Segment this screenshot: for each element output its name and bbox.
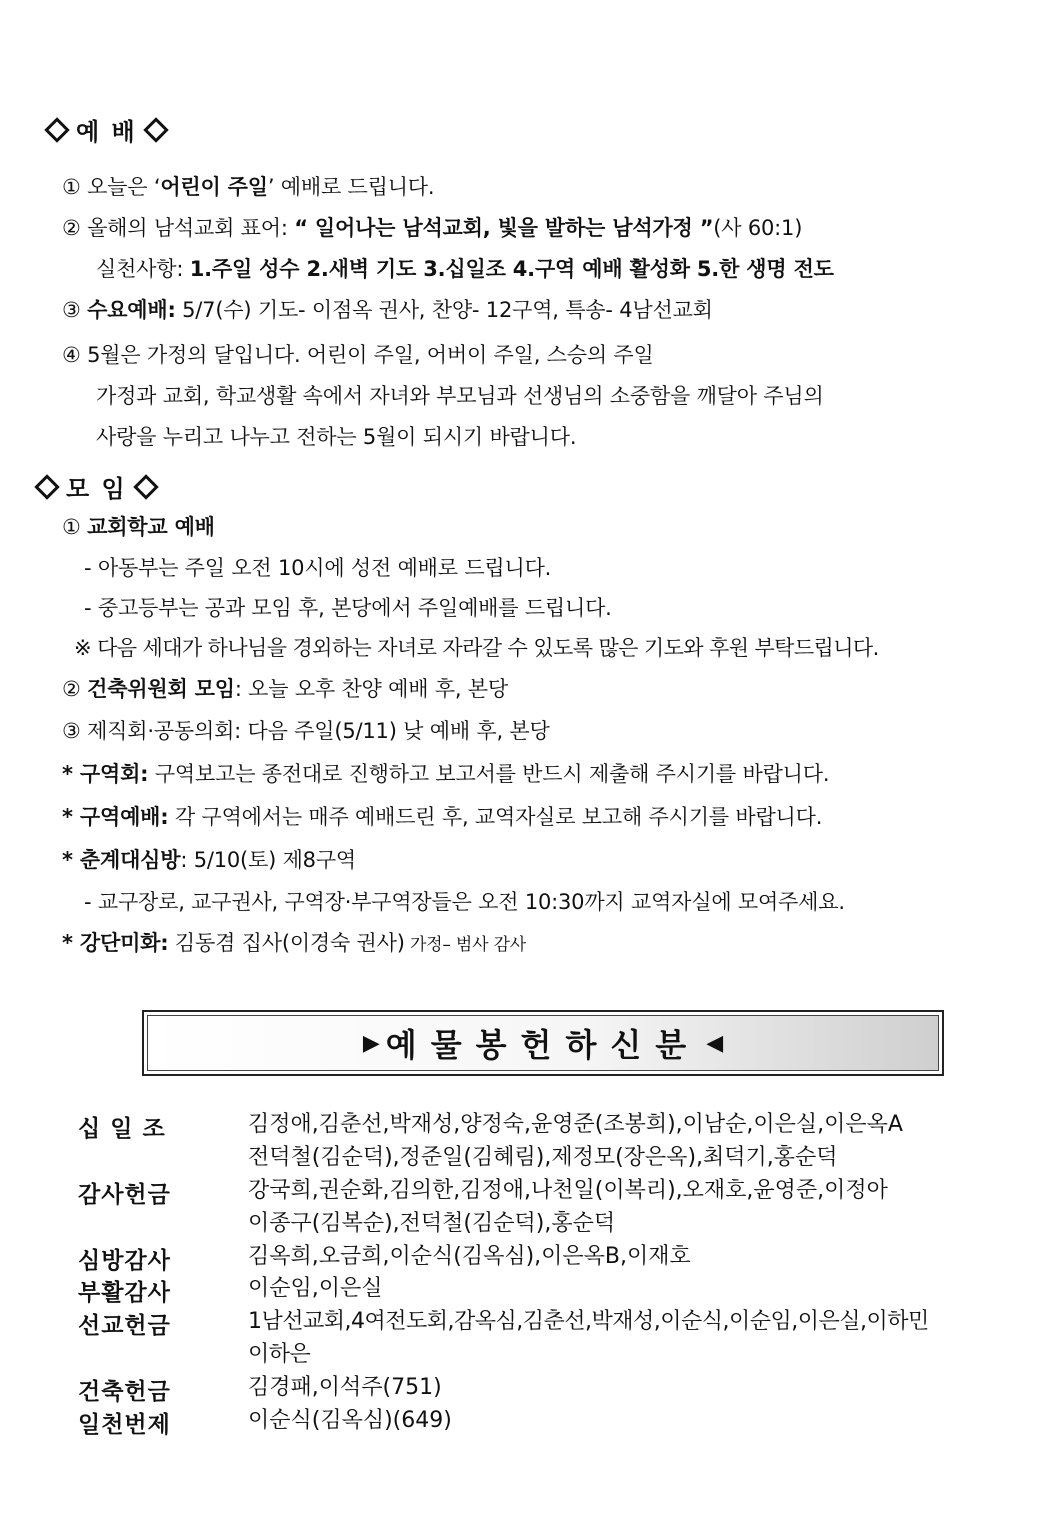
names-line: 이순식(김옥심)(649): [248, 1408, 452, 1433]
offering-banner: [142, 1010, 944, 1076]
bold-text: 어린이 주일: [160, 175, 268, 199]
offering-names: [248, 1108, 903, 1174]
names-line: 김정애,김춘선,박재성,양정숙,윤영준(조봉희),이남순,이은실,이은옥A: [248, 1112, 903, 1137]
diamond-icon: [143, 117, 168, 142]
names-line: 이순임,이은실: [248, 1276, 383, 1301]
names-line: 김경패,이석주(751): [248, 1375, 442, 1400]
offering-label: 심방감사: [78, 1248, 171, 1274]
bold-text: 수요예배:: [87, 298, 176, 322]
meeting-item-district-worship: [62, 801, 822, 831]
bold-text: 춘계대심방: [79, 848, 181, 872]
diamond-icon: [44, 117, 69, 142]
meeting-item-3: ③ 제직회·공동의회: 다음 주일(5/11) 낮 예배 후, 본당: [62, 719, 550, 743]
offering-banner-inner: [147, 1015, 939, 1071]
worship-item-4-cont-2: 사랑을 누리고 나누고 전하는 5월이 되시기 바랍니다.: [96, 425, 577, 449]
text: ’ 예배로 드립니다.: [267, 175, 435, 199]
bold-text: 건축위원회 모임: [87, 677, 235, 701]
meeting-note: ※ 다음 세대가 하나님을 경외하는 자녀로 자라갈 수 있도록 많은 기도와 후원 부탁드립니다.: [74, 636, 879, 660]
names-line: 이종구(김복순),전덕철(김순덕),홍순덕: [248, 1211, 616, 1236]
offering-label: 선교헌금: [78, 1313, 171, 1339]
text: 구역보고는 종전대로 진행하고 보고서를 반드시 제출해 주시기를 바랍니다.: [148, 762, 830, 786]
bullet: *: [62, 848, 80, 872]
small-text: 가정– 범사 감사: [404, 935, 526, 955]
text: : 오늘 오후 찬양 예배 후, 본당: [234, 677, 508, 701]
offering-names: [248, 1272, 383, 1305]
names-line: 김옥희,오금희,이순식(김옥심),이은옥B,이재호: [248, 1244, 691, 1269]
meeting-item-1-sub-1: - 아동부는 주일 오전 10시에 성전 예배로 드립니다.: [84, 556, 552, 580]
offering-banner-title: 예물봉헌하신분: [385, 1026, 701, 1064]
offering-names: [248, 1305, 929, 1371]
text: (사 60:1): [713, 216, 803, 240]
meeting-heading: [28, 469, 165, 504]
meeting-item-district: [62, 758, 829, 788]
worship-item-2-practice: [96, 253, 834, 283]
bullet: *: [62, 931, 80, 955]
offering-names: [248, 1404, 452, 1437]
diamond-icon: [34, 474, 59, 499]
meeting-item-altar: [62, 927, 526, 957]
bold-text: 강단미화:: [79, 931, 169, 955]
text: 5/7(수) 기도- 이점옥 권사, 찬양- 12구역, 특송- 4남선교회: [175, 298, 713, 322]
offering-label: 십 일 조: [78, 1116, 166, 1142]
names-line: 이하은: [248, 1342, 311, 1367]
meeting-item-visitation: [62, 844, 356, 874]
worship-heading: [38, 112, 175, 147]
offering-names: [248, 1240, 691, 1273]
bold-text: 교회학교 예배: [87, 515, 215, 539]
motto: “ 일어나는 남석교회, 빛을 발하는 남석가정 ”: [294, 216, 714, 240]
names-line: 전덕철(김순덕),정준일(김혜림),제정모(장은옥),최덕기,홍순덕: [248, 1145, 838, 1170]
text: ②: [62, 677, 88, 701]
triangle-left-icon: ◀: [706, 1030, 724, 1056]
offering-names: [248, 1174, 888, 1240]
meeting-item-1-sub-2: - 중고등부는 공과 모임 후, 본당에서 주일예배를 드립니다.: [84, 596, 612, 620]
names-line: 강국희,권순화,김의한,김정애,나천일(이복리),오재호,윤영준,이정아: [248, 1178, 888, 1203]
offering-label: 건축헌금: [78, 1379, 171, 1405]
text: ③: [62, 298, 88, 322]
text: ① 오늘은 ‘: [62, 175, 161, 199]
text: 김동겸 집사(이경숙 권사): [168, 931, 405, 955]
offering-label: 감사헌금: [78, 1182, 171, 1208]
worship-item-1: [62, 171, 434, 201]
worship-item-2: [62, 212, 802, 242]
meeting-item-visitation-sub: - 교구장로, 교구권사, 구역장·부구역장들은 오전 10:30까지 교역자실에 모여주세요.: [84, 890, 845, 914]
text: ①: [62, 515, 88, 539]
text: ② 올해의 남석교회 표어:: [62, 216, 295, 240]
text: 각 구역에서는 매주 예배드린 후, 교역자실로 보고해 주시기를 바랍니다.: [168, 805, 823, 829]
bold-text: 구역예배:: [79, 805, 169, 829]
offering-label: 일천번제: [78, 1412, 171, 1438]
offering-label: 부활감사: [78, 1280, 171, 1306]
meeting-item-1: [62, 511, 215, 541]
triangle-right-icon: ▶: [362, 1030, 380, 1056]
text: : 5/10(토) 제8구역: [180, 848, 357, 872]
worship-item-3: [62, 294, 713, 324]
practice-list: 1.주일 성수 2.새벽 기도 3.십일조 4.구역 예배 활성화 5.한 생명 전도: [189, 257, 834, 281]
meeting-title: 모 임: [66, 475, 127, 503]
offering-names: [248, 1371, 442, 1404]
worship-item-4-cont-1: 가정과 교회, 학교생활 속에서 자녀와 부모님과 선생님의 소중함을 깨달아 주님의: [96, 384, 824, 408]
bullet: *: [62, 762, 80, 786]
worship-title: 예 배: [76, 118, 137, 146]
diamond-icon: [133, 474, 158, 499]
bold-text: 구역회:: [79, 762, 149, 786]
meeting-item-2: [62, 673, 508, 703]
bullet: *: [62, 805, 80, 829]
names-line: 1남선교회,4여전도회,감옥심,김춘선,박재성,이순식,이순임,이은실,이하민: [248, 1309, 929, 1334]
worship-item-4: ④ 5월은 가정의 달입니다. 어린이 주일, 어버이 주일, 스승의 주일: [62, 343, 654, 367]
text: 실천사항:: [96, 257, 190, 281]
